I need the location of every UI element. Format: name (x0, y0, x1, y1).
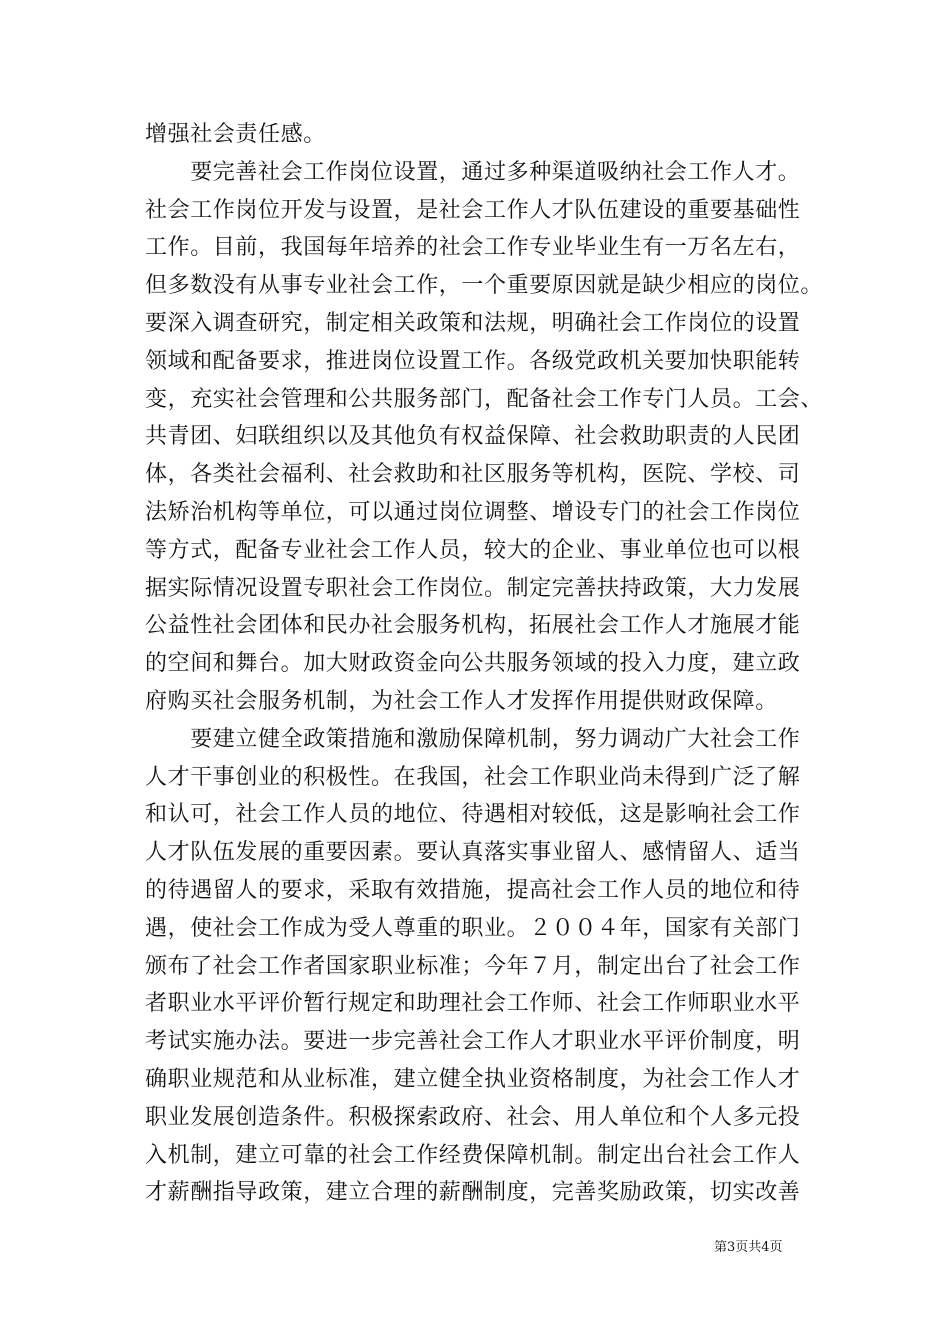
text-line: 共青团、妇联组织以及其他负有权益保障、社会救助职责的人民团 (145, 424, 801, 450)
text-line: 增强社会责任感。 (145, 122, 326, 147)
text-line: 的空间和舞台。加大财政资金向公共服务领域的投入力度，建立政 (145, 651, 801, 677)
page-number: 第3页共4页 (714, 1240, 783, 1255)
text-line: 变，充实社会管理和公共服务部门，配备社会工作专门人员。工会、 (145, 386, 824, 412)
text-line: 人才队伍发展的重要因素。要认真落实事业留人、感情留人、适当 (145, 840, 801, 866)
text-line: 职业发展创造条件。积极探索政府、社会、用人单位和个人多元投 (145, 1104, 801, 1130)
text-line: 公益性社会团体和民办社会服务机构，拓展社会工作人才施展才能 (145, 613, 801, 639)
text-line: 据实际情况设置专职社会工作岗位。制定完善扶持政策，大力发展 (145, 575, 801, 601)
text-line: 才薪酬指导政策，建立合理的薪酬制度，完善奖励政策，切实改善 (145, 1180, 801, 1206)
body-text (145, 116, 824, 1212)
text-line: 府购买社会服务机制，为社会工作人才发挥作用提供财政保障。 (145, 688, 778, 714)
text-line: 者职业水平评价暂行规定和助理社会工作师、社会工作师职业水平 (145, 991, 801, 1017)
text-line: 和认可，社会工作人员的地位、待遇相对较低，这是影响社会工作 (145, 802, 801, 828)
text-line: 要完善社会工作岗位设置，通过多种渠道吸纳社会工作人才。 (145, 159, 801, 185)
text-line: 颁布了社会工作者国家职业标准；今年７月，制定出台了社会工作 (145, 953, 801, 979)
text-line: 的待遇留人的要求，采取有效措施，提高社会工作人员的地位和待 (145, 877, 801, 903)
text-line: 要建立健全政策措施和激励保障机制，努力调动广大社会工作 (145, 726, 801, 752)
text-line: 社会工作岗位开发与设置，是社会工作人才队伍建设的重要基础性 (145, 197, 801, 223)
text-line: 等方式，配备专业社会工作人员，较大的企业、事业单位也可以根 (145, 537, 801, 563)
text-line: 体，各类社会福利、社会救助和社区服务等机构，医院、学校、司 (145, 462, 801, 488)
text-line: 要深入调查研究，制定相关政策和法规，明确社会工作岗位的设置 (145, 310, 801, 336)
text-line: 法矫治机构等单位，可以通过岗位调整、增设专门的社会工作岗位 (145, 499, 801, 525)
text-line: 领域和配备要求，推进岗位设置工作。各级党政机关要加快职能转 (145, 348, 801, 374)
text-line: 入机制，建立可靠的社会工作经费保障机制。制定出台社会工作人 (145, 1142, 801, 1168)
text-line: 工作。目前，我国每年培养的社会工作专业毕业生有一万名左右， (145, 235, 801, 261)
text-line: 人才干事创业的积极性。在我国，社会工作职业尚未得到广泛了解 (145, 764, 801, 790)
text-line: 考试实施办法。要进一步完善社会工作人才职业水平评价制度，明 (145, 1029, 801, 1055)
text-line: 遇，使社会工作成为受人尊重的职业。２００４年，国家有关部门 (145, 915, 801, 941)
text-line: 确职业规范和从业标准，建立健全执业资格制度，为社会工作人才 (145, 1066, 801, 1092)
text-line: 但多数没有从事专业社会工作，一个重要原因就是缺少相应的岗位。 (145, 273, 824, 299)
